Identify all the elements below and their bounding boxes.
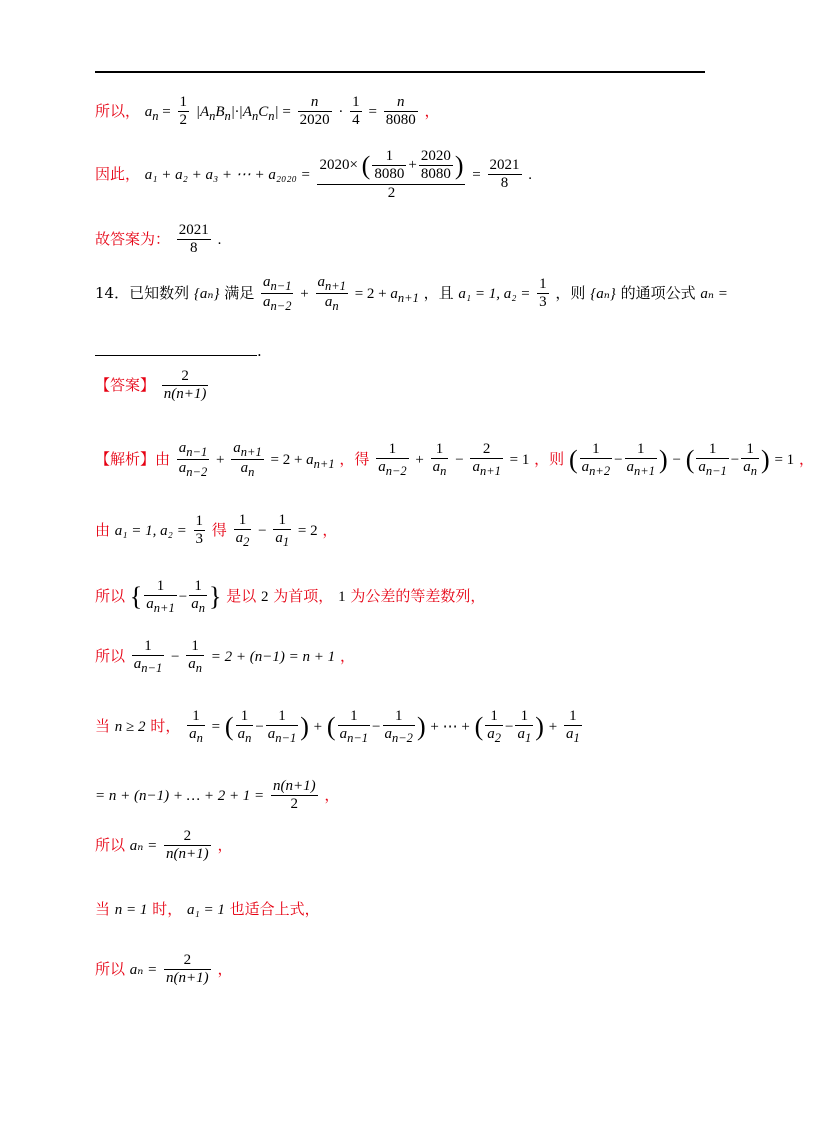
line-yinci-sum: 因此， a₁ + a₂ + a₃ + ⋯ + a₂₀₂₀ = 2020× ( $\frac{1}{8080}$ + $\frac{2020}{8080}$ ) 2 = $\frac{2021}{8}$ . xyxy=(95,148,533,201)
analysis-line-6: = n + (n−1) + … + 2 + 1 = $\frac{n(n+1)}{2}$ ， xyxy=(95,778,340,813)
q14-intro: 14．已知数列 xyxy=(95,283,190,302)
header-rule xyxy=(95,71,705,73)
answer-line: 【答案】 $\frac{2}{n(n+1)}$ xyxy=(95,368,207,403)
analysis-line-2: 由 a₁ = 1, a₂ = $\frac{1}{3}$ 得 $\frac{1}{a_2}$ − $\frac{1}{a_1}$ = 2 ， xyxy=(95,512,338,550)
text-suoyi: 所以， xyxy=(95,101,141,120)
analysis-line-5: 当 n ≥ 2 时， $\frac{1}{a_n}$ = ( $\frac{1}{a_n}$ − $\frac{1}{a_{n-1}}$ ) + ( $\frac{1}{a_{n-1}}$ − $\frac{1}{a_{n-2}}$ ) + ⋯ + ( $\frac{1}{a_2}$ − $\frac{1}{a_1}$ ) + $\frac{1}{a_1}$ xyxy=(95,708,580,746)
question-14: 14．已知数列 {aₙ} 满足 $\frac{a_{n-1}}{a_{n-2}}$ + $\frac{a_{n+1}}{a_n}$ = $2 + a_{n+1}$ ，且 a₁ = 1, a₂ = $\frac{1}{3}$ ，则 {aₙ} 的通项公式 aₙ = xyxy=(95,274,728,314)
analysis-line-9: 所以 aₙ = $\frac{2}{n(n+1)}$ ， xyxy=(95,952,233,987)
analysis-line-3: 所以 { $\frac{1}{a_{n+1}}$ − $\frac{1}{a_n}$ } 是以 2 为首项， 1 为公差的等差数列， xyxy=(95,578,486,616)
text-yinci: 因此， xyxy=(95,164,141,183)
analysis-line-4: 所以 $\frac{1}{a_{n-1}}$ − $\frac{1}{a_n}$ = 2 + (n−1) = n + 1 ， xyxy=(95,638,355,676)
analysis-tag: 【解析】由 xyxy=(95,449,171,468)
answer-blank xyxy=(95,355,257,356)
answer-tag: 【答案】 xyxy=(95,375,156,394)
analysis-line-7: 所以 aₙ = $\frac{2}{n(n+1)}$ ， xyxy=(95,828,233,863)
sum-lhs: a₁ + a₂ + a₃ + ⋯ + a₂₀₂₀ = xyxy=(144,166,311,183)
answer-blank-line: . xyxy=(95,342,262,360)
line-suoyi-an: 所以， $a_n$ = $\frac{1}{2}$ $|A_nB_n|\cdot|A_nC_n|$ = $\frac{n}{2020}$ · $\frac{1}{4}$ = $\frac{n}{8080}$ ， xyxy=(95,94,440,129)
analysis-line-8: 当 n = 1 时， a₁ = 1 也适合上式， xyxy=(95,900,320,918)
line-answer-is: 故答案为： $\frac{2021}{8}$ . xyxy=(95,222,222,257)
analysis-line-1: 【解析】由 $\frac{a_{n-1}}{a_{n-2}}$ + $\frac{a_{n+1}}{a_n}$ = $2 + a_{n+1}$ ，得 $\frac{1}{a_{n-2}}$ + $\frac{1}{a_n}$ − $\frac{2}{a_{n+1}}$ = 1 ，则 ( $\frac{1}{a_{n+2}}$ − $\frac{1}{a_{n+1}}$ ) − ( $\frac{1}{a_{n-1}}$ − $\frac{1}{a_n}$ ) = 1 ， xyxy=(95,440,814,480)
text-answer-is: 故答案为： xyxy=(95,229,171,248)
